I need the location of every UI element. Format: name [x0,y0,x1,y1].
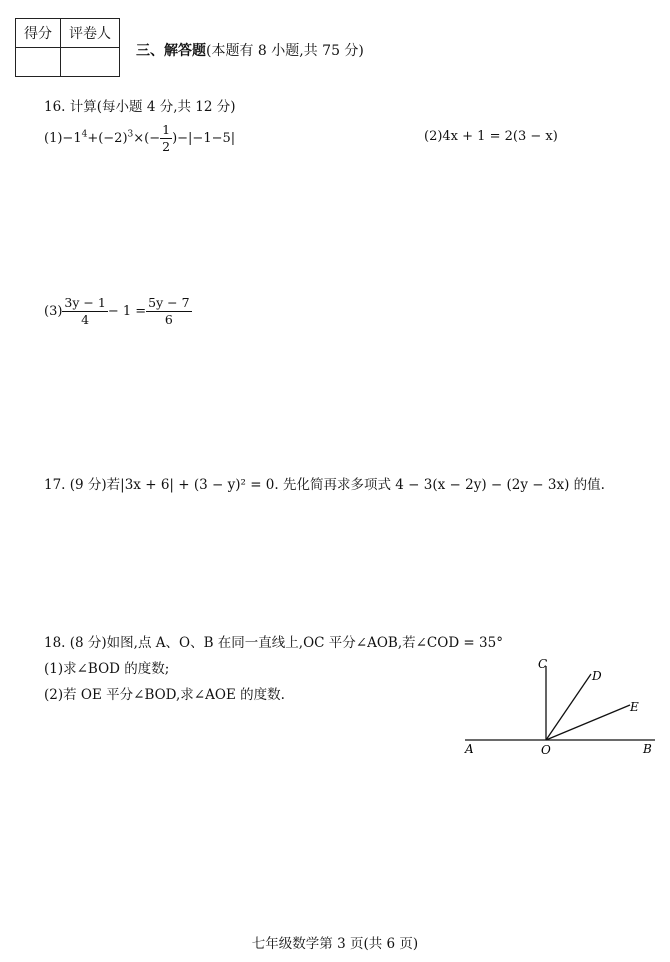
score-table [15,18,120,77]
q16-part1-label: (1) [44,131,63,146]
q16-part3-fraction1 [62,295,107,328]
q17-text: 17. (9 分)若|3x + 6| + (3 − y)² = 0. 先化简再求多项式 4 − 3(x − 2y) − (2y − 3x) 的值. [44,477,605,493]
q16-title: 16. 计算(每小题 4 分,共 12 分) [44,99,236,115]
label-b: B [643,742,652,756]
label-d: D [592,669,602,683]
q16-part3-fraction2 [146,295,191,328]
section-note: (本题有 8 小题,共 75 分) [206,43,364,59]
q16-part1-fraction [160,122,172,155]
q16-part3 [44,295,192,328]
score-cell [16,48,61,77]
q16-part1-term3: ×(− [133,131,161,146]
label-e: E [630,700,639,714]
q16-part1-exp2: 3 [127,129,134,140]
section-title: 三、解答题 [136,43,206,59]
q18-line3: (2)若 OE 平分∠BOD,求∠AOE 的度数. [44,687,285,703]
q16-part3-middle: − 1 = [107,304,147,319]
q16-part2: (2)4x + 1 = 2(3 − x) [424,129,558,144]
section-heading [136,40,364,60]
q16-part1 [44,122,235,155]
fraction-denominator: 4 [81,312,90,327]
label-c: C [538,657,548,671]
q16-part1-term1: −1 [62,131,82,146]
angle-figure [455,650,665,760]
grader-header: 评卷人 [61,19,120,48]
fraction-denominator: 2 [162,139,171,154]
q16-part1-term4: )−|−1−5| [172,131,236,146]
score-header: 得分 [16,19,61,48]
q16-part1-term2: +(−2) [87,131,128,146]
grader-cell [61,48,120,77]
q18-line1: 18. (8 分)如图,点 A、O、B 在同一直线上,OC 平分∠AOB,若∠COD = 35° [44,635,503,651]
fraction-numerator: 5y − 7 [148,295,190,310]
q16-part1-exp1: 4 [81,129,88,140]
label-o: O [541,743,551,757]
page-footer: 七年级数学第 3 页(共 6 页) [251,936,419,952]
q18-line2: (1)求∠BOD 的度数; [44,661,170,677]
q16-part3-label: (3) [44,304,63,319]
fraction-numerator: 1 [162,122,171,137]
fraction-denominator: 6 [164,312,173,327]
label-a: A [465,742,474,756]
fraction-numerator: 3y − 1 [64,295,106,310]
